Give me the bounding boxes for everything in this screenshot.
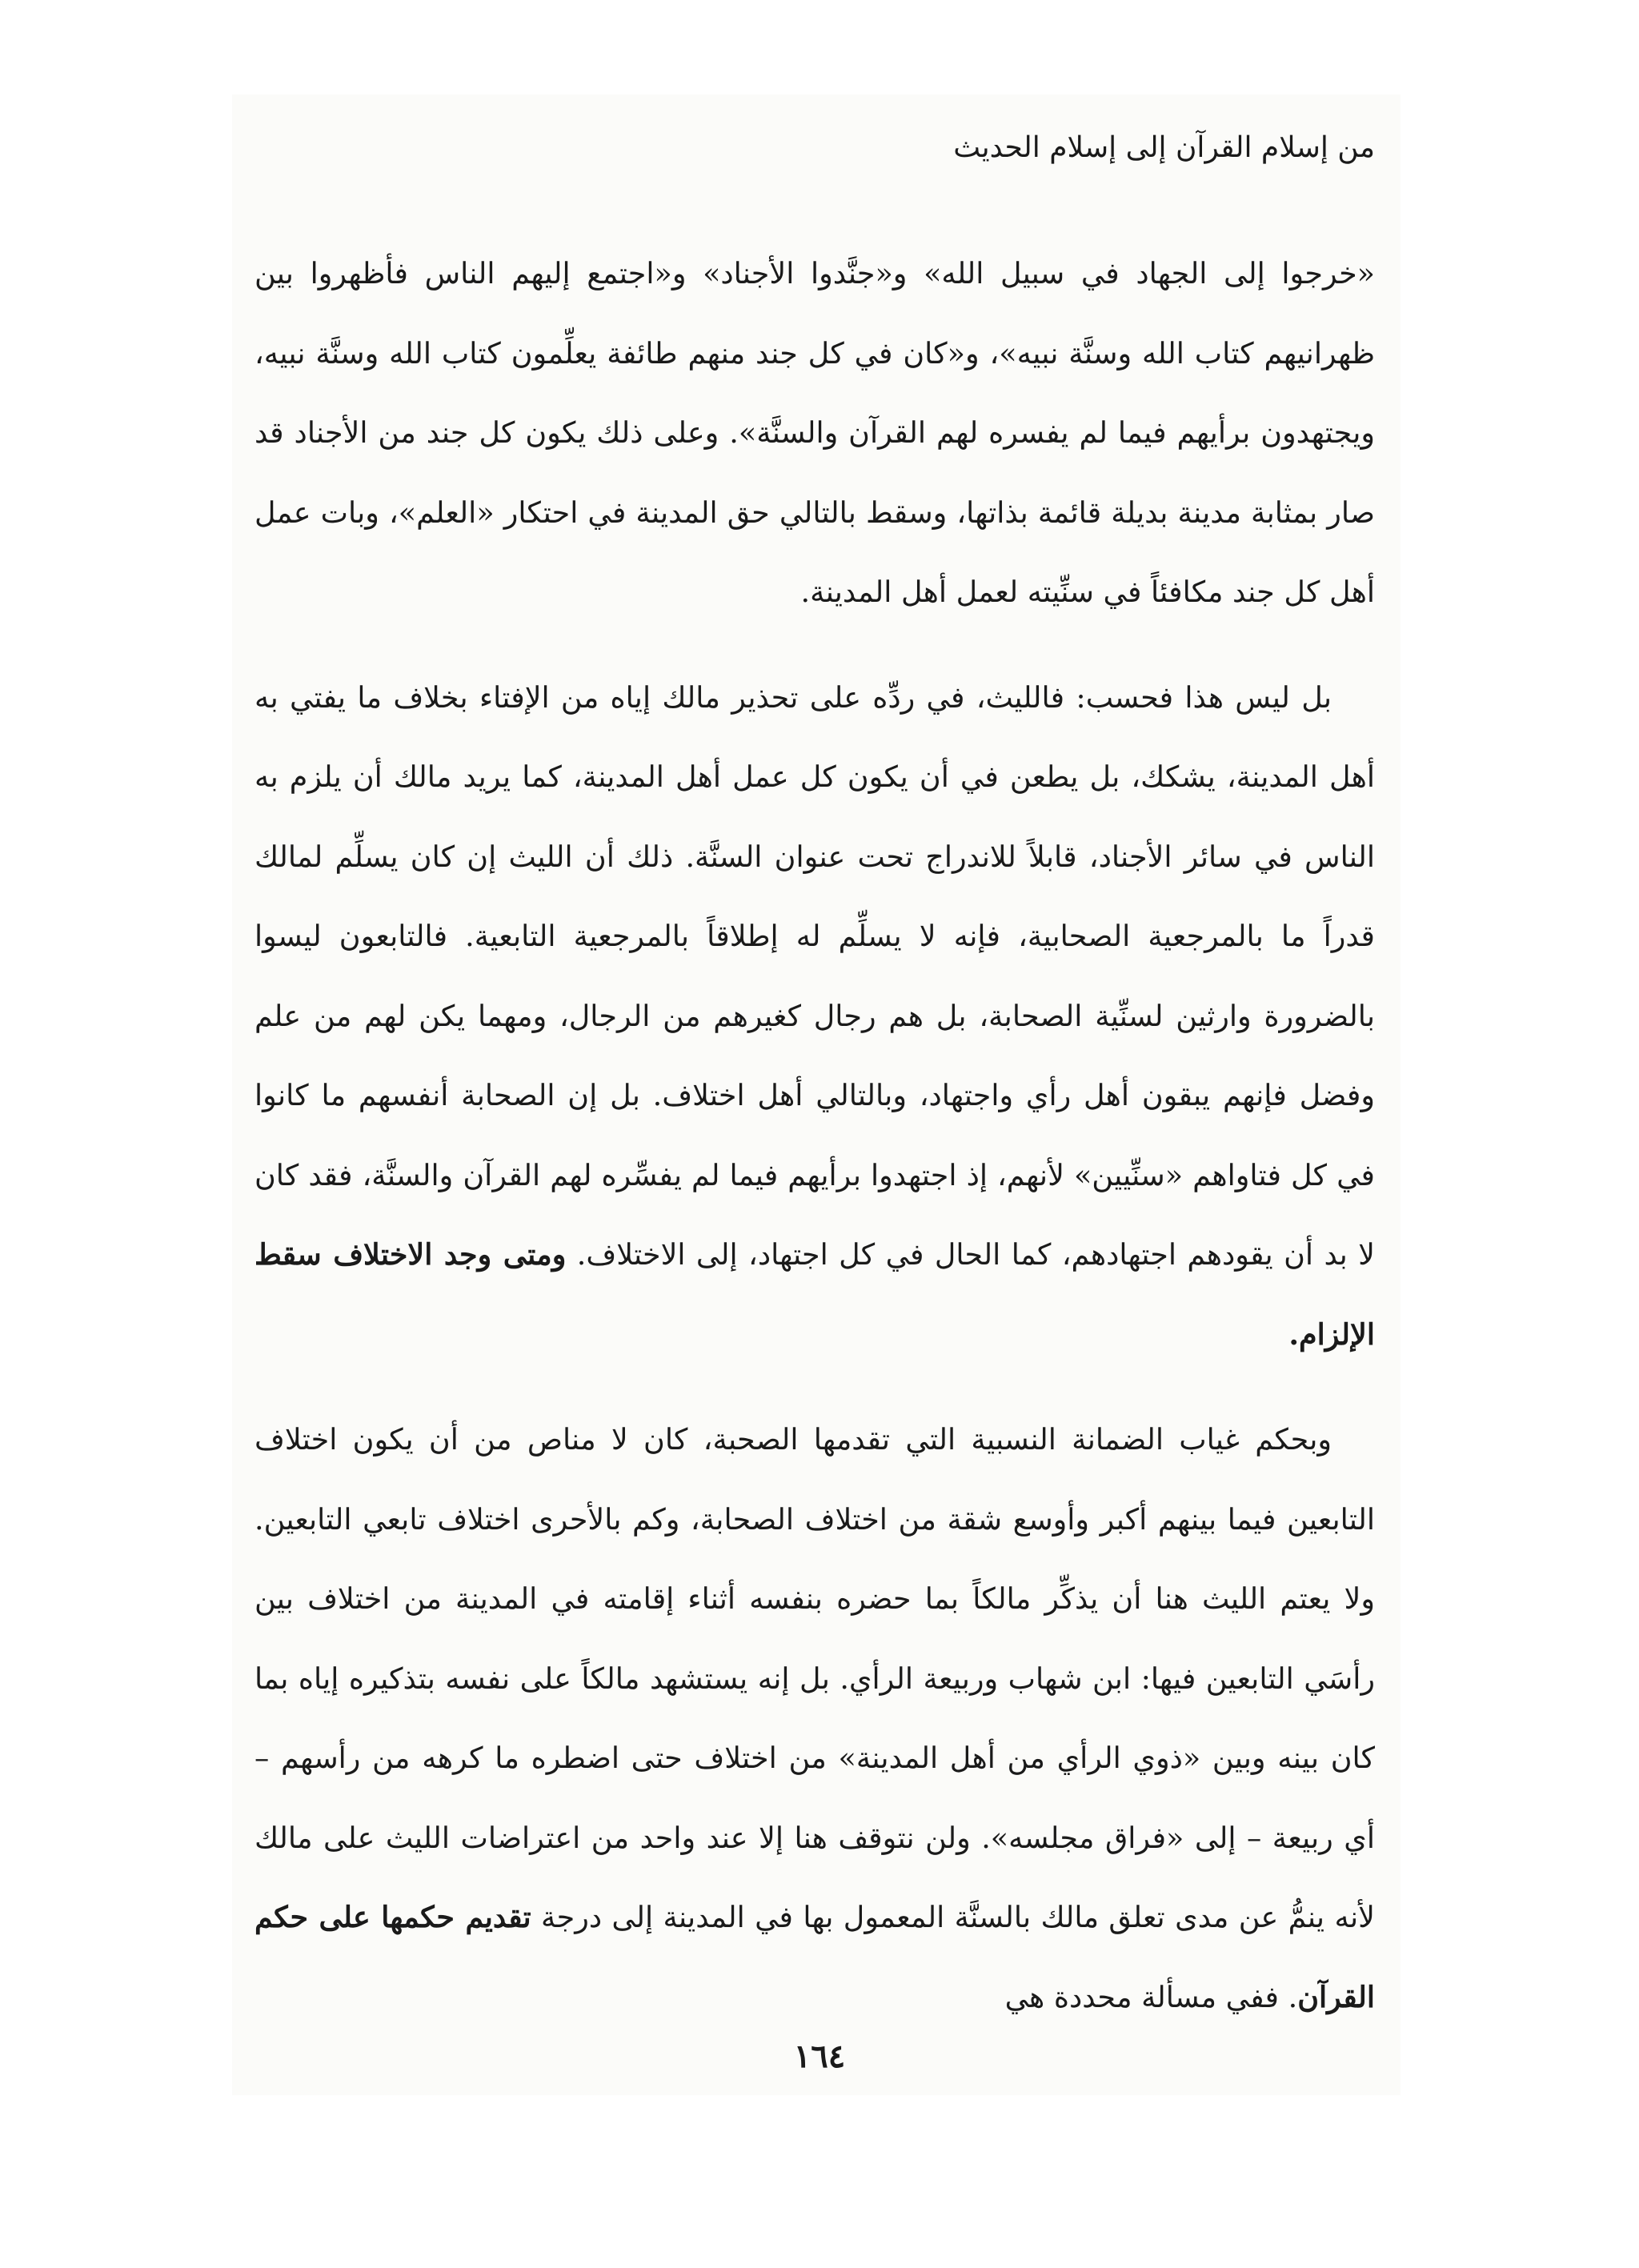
bold-text-run: تقديم حكمها على حكم القرآن [254, 1900, 1375, 2014]
text-run: وبحكم غياب الضمانة النسبية التي تقدمها الصحبة، كان لا مناص من أن يكون اختلاف التابعين فيما بينهم أكبر وأوسع شقة من اختلاف الصحابة، وكم بالأحرى اختلاف تابعي التابعين. ولا يعتم الليث هنا أن يذكِّر مالكاً بما حضره بنفسه أثناء إقامته في المدينة من اختلاف بين رأسَي التابعين فيها: ابن شهاب وربيعة الرأي. بل إنه يستشهد مالكاً على نفسه بتذكيره إياه بما كان بينه وبين «ذوي الرأي من أهل المدينة» من اختلاف حتى اضطره ما كرهه من رأسهم – أي ربيعة – إلى «فراق مجلسه». ولن نتوقف هنا إلا عند واحد من اعتراضات الليث على مالك لأنه ينمُّ عن مدى تعلق مالك بالسنَّة المعمول بها في المدينة إلى درجة [254, 1422, 1375, 1934]
running-header: من إسلام القرآن إلى إسلام الحديث [953, 131, 1375, 164]
text-run: بل ليس هذا فحسب: فالليث، في ردِّه على تحذير مالك إياه من الإفتاء بخلاف ما يفتي به أهل المدينة، يشكك، بل يطعن في أن يكون كل عمل أهل المدينة، كما يريد مالك أن يلزم به الناس في سائر الأجناد، قابلاً للاندراج تحت عنوان السنَّة. ذلك أن الليث إن كان يسلِّم لمالك قدراً ما بالمرجعية الصحابية، فإنه لا يسلِّم له إطلاقاً بالمرجعية التابعية. فالتابعون ليسوا بالضرورة وارثين لسنِّية الصحابة، بل هم رجال كغيرهم من الرجال، ومهما يكن لهم من علم وفضل فإنهم يبقون أهل رأي واجتهاد، وبالتالي أهل اختلاف. بل إن الصحابة أنفسهم ما كانوا في كل فتاواهم «سنِّيين» لأنهم، إذ اجتهدوا برأيهم فيما لم يفسِّره لهم القرآن والسنَّة، فقد كان لا بد أن يقودهم اجتهادهم، كما الحال في كل اجتهاد، إلى الاختلاف. [254, 679, 1375, 1272]
bold-text-run: ومتى وجد الاختلاف سقط الإلزام. [254, 1237, 1375, 1352]
body-text [254, 234, 1375, 2062]
paragraph-2 [254, 658, 1375, 1375]
text-run: . ففي مسألة محددة هي [1004, 1979, 1298, 2014]
page-number: ١٦٤ [793, 2038, 846, 2075]
paragraph-3 [254, 1400, 1375, 2037]
paragraph-1 [254, 234, 1375, 632]
text-run: «خرجوا إلى الجهاد في سبيل الله» و«جنَّدوا الأجناد» و«اجتمع إليهم الناس فأظهروا بين ظهرانيهم كتاب الله وسنَّة نبيه»، و«كان في كل جند منهم طائفة يعلِّمون كتاب الله وسنَّة نبيه، ويجتهدون برأيهم فيما لم يفسره لهم القرآن والسنَّة». وعلى ذلك يكون كل جند من الأجناد قد صار بمثابة مدينة بديلة قائمة بذاتها، وسقط بالتالي حق المدينة في احتكار «العلم»، وبات عمل أهل كل جند مكافئاً في سنِّيته لعمل أهل المدينة. [254, 256, 1375, 609]
